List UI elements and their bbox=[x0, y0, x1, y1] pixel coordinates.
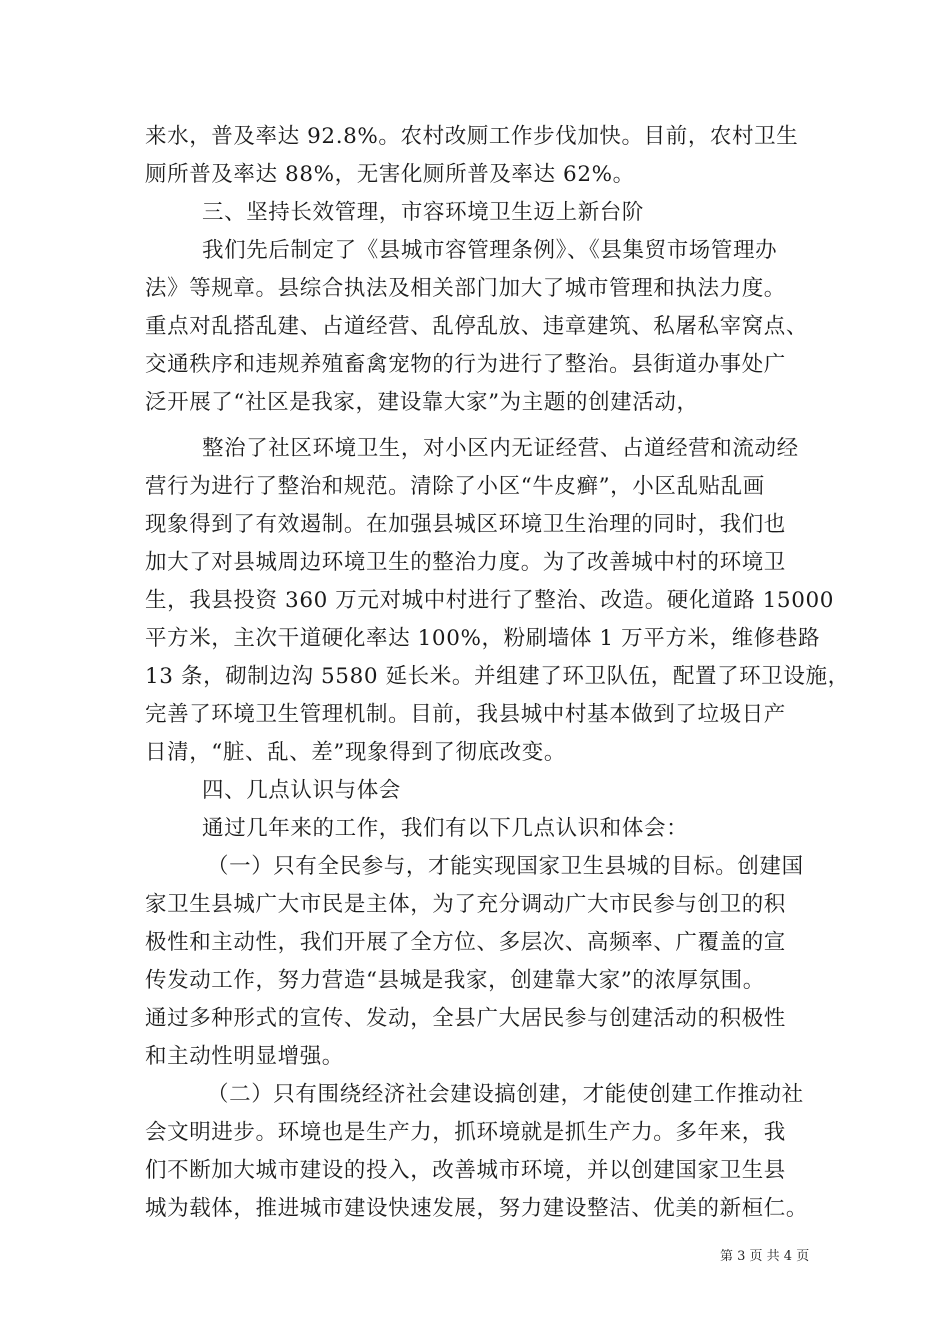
text-line: 和主动性明显增强。 bbox=[145, 1044, 344, 1069]
text-line: 极性和主动性，我们开展了全方位、多层次、高频率、广覆盖的宣 bbox=[145, 930, 786, 955]
text-line: 生，我县投资 360 万元对城中村进行了整治、改造。硬化道路 15000 bbox=[145, 588, 835, 613]
text-line: 城为载体，推进城市建设快速发展，努力建设整洁、优美的新桓仁。 bbox=[145, 1196, 809, 1221]
text-line: 交通秩序和违规养殖畜禽宠物的行为进行了整治。县街道办事处广 bbox=[145, 352, 786, 377]
text-line: 现象得到了有效遏制。在加强县城区环境卫生治理的同时，我们也 bbox=[145, 512, 786, 537]
text-line: （一）只有全民参与，才能实现国家卫生县城的目标。创建国 bbox=[207, 854, 804, 879]
text-line: 日清，“脏、乱、差”现象得到了彻底改变。 bbox=[145, 740, 566, 765]
text-line: 营行为进行了整治和规范。清除了小区“牛皮癣”，小区乱贴乱画 bbox=[145, 474, 765, 499]
page-number-footer: 第 3 页 共 4 页 bbox=[720, 1249, 810, 1264]
text-line: 传发动工作，努力营造“县城是我家，创建靠大家”的浓厚氛围。 bbox=[145, 968, 765, 993]
text-line: 来水，普及率达 92.8%。农村改厕工作步伐加快。目前，农村卫生 bbox=[145, 124, 799, 149]
text-line: 法》等规章。县综合执法及相关部门加大了城市管理和执法力度。 bbox=[145, 276, 786, 301]
section-heading: 四、几点认识与体会 bbox=[202, 778, 401, 803]
text-line: 通过几年来的工作，我们有以下几点认识和体会： bbox=[202, 816, 689, 841]
text-line: （二）只有围绕经济社会建设搞创建，才能使创建工作推动社 bbox=[207, 1082, 804, 1107]
text-line: 家卫生县城广大市民是主体，为了充分调动广大市民参与创卫的积 bbox=[145, 892, 786, 917]
text-line: 13 条，砌制边沟 5580 延长米。并组建了环卫队伍，配置了环卫设施， bbox=[145, 664, 850, 689]
text-line: 平方米，主次干道硬化率达 100%，粉刷墙体 1 万平方米，维修巷路 bbox=[145, 626, 821, 651]
section-heading: 三、坚持长效管理，市容环境卫生迈上新台阶 bbox=[202, 200, 645, 225]
document-body bbox=[145, 118, 850, 1228]
paragraph-gap bbox=[145, 422, 829, 430]
text-line: 我们先后制定了《县城市容管理条例》、《县集贸市场管理办 bbox=[202, 238, 778, 263]
text-line: 通过多种形式的宣传、发动，全县广大居民参与创建活动的积极性 bbox=[145, 1006, 786, 1031]
text-line: 厕所普及率达 88%，无害化厕所普及率达 62%。 bbox=[145, 162, 635, 187]
text-line: 加大了对县城周边环境卫生的整治力度。为了改善城中村的环境卫 bbox=[145, 550, 786, 575]
text-line: 整治了社区环境卫生，对小区内无证经营、占道经营和流动经 bbox=[202, 436, 799, 461]
text-line: 完善了环境卫生管理机制。目前，我县城中村基本做到了垃圾日产 bbox=[145, 702, 786, 727]
text-line: 会文明进步。环境也是生产力，抓环境就是抓生产力。多年来，我 bbox=[145, 1120, 786, 1145]
text-line: 们不断加大城市建设的投入，改善城市环境，并以创建国家卫生县 bbox=[145, 1158, 786, 1183]
text-line: 泛开展了“社区是我家，建设靠大家”为主题的创建活动， bbox=[145, 390, 699, 415]
text-line: 重点对乱搭乱建、占道经营、乱停乱放、违章建筑、私屠私宰窝点、 bbox=[145, 314, 809, 339]
